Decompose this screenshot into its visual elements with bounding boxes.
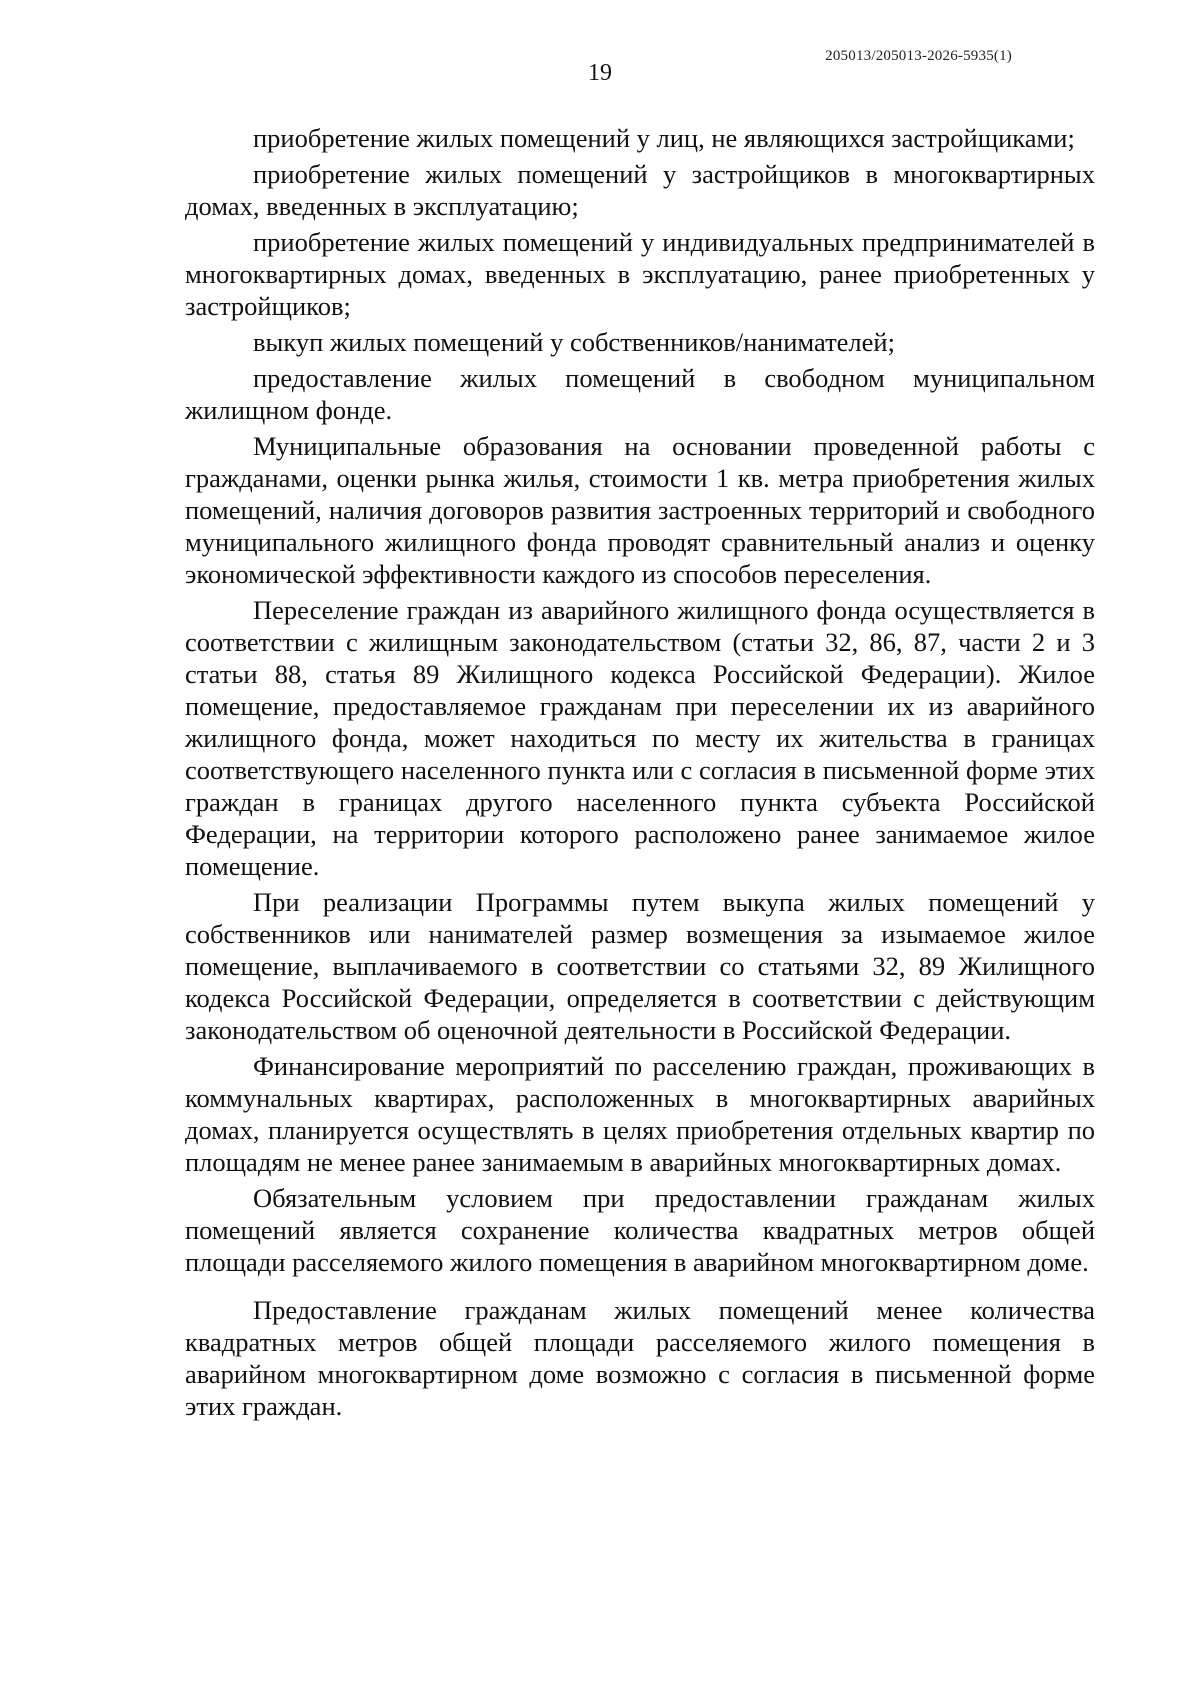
paragraph: Финансирование мероприятий по расселению граждан, проживающих в коммунальных квартирах, расположенных в многоквартирных аварийных домах, планируется осуществлять в целях приобретения отдельных квартир по площадям не менее ранее занимаемым в аварийных многоквартирных домах.: [185, 1051, 1095, 1177]
paragraph: приобретение жилых помещений у лиц, не являющихся застройщиками;: [253, 123, 1075, 153]
paragraph: При реализации Программы путем выкупа жилых помещений у собственников или нанимателей размер возмещения за изымаемое жилое помещение, выплачиваемого в соответствии со статьями 32, 89 Жилищного кодекса Российской Федерации, определяется в соответствии с действующим законодательством об оценочной деятельности в Российской Федерации.: [185, 887, 1095, 1045]
paragraph: приобретение жилых помещений у индивидуальных предпринимателей в многоквартирных домах, введенных в эксплуатацию, ранее приобретенных у застройщиков;: [185, 227, 1095, 321]
paragraph: Обязательным условием при предоставлении гражданам жилых помещений является сохранение количества квадратных метров общей площади расселяемого жилого помещения в аварийном многоквартирном доме.: [185, 1183, 1095, 1277]
paragraph: выкуп жилых помещений у собственников/нанимателей;: [253, 327, 895, 357]
paragraph: предоставление жилых помещений в свободном муниципальном жилищном фонде.: [185, 363, 1095, 425]
document-code: 205013/205013-2026-5935(1): [825, 48, 1012, 64]
page-number: 19: [588, 60, 612, 86]
paragraph: Предоставление гражданам жилых помещений менее количества квадратных метров общей площади расселяемого жилого помещения в аварийном многоквартирном доме возможно с согласия в письменной форме этих граждан.: [185, 1295, 1095, 1421]
paragraph: Переселение граждан из аварийного жилищного фонда осуществляется в соответствии с жилищным законодательством (статьи 32, 86, 87, части 2 и 3 статьи 88, статья 89 Жилищного кодекса Российской Федерации). Жилое помещение, предоставляемое гражданам при переселении их из аварийного жилищного фонда, может находиться по месту их жительства в границах соответствующего населенного пункта или с согласия в письменной форме этих граждан в границах другого населенного пункта субъекта Российской Федерации, на территории которого расположено ранее занимаемое жилое помещение.: [185, 595, 1095, 881]
paragraph: приобретение жилых помещений у застройщиков в многоквартирных домах, введенных в эксплуатацию;: [185, 159, 1095, 221]
document-body: [185, 122, 1095, 1422]
paragraph: Муниципальные образования на основании проведенной работы с гражданами, оценки рынка жилья, стоимости 1 кв. метра приобретения жилых помещений, наличия договоров развития застроенных территорий и свободного муниципального жилищного фонда проводят сравнительный анализ и оценку экономической эффективности каждого из способов переселения.: [185, 431, 1095, 589]
